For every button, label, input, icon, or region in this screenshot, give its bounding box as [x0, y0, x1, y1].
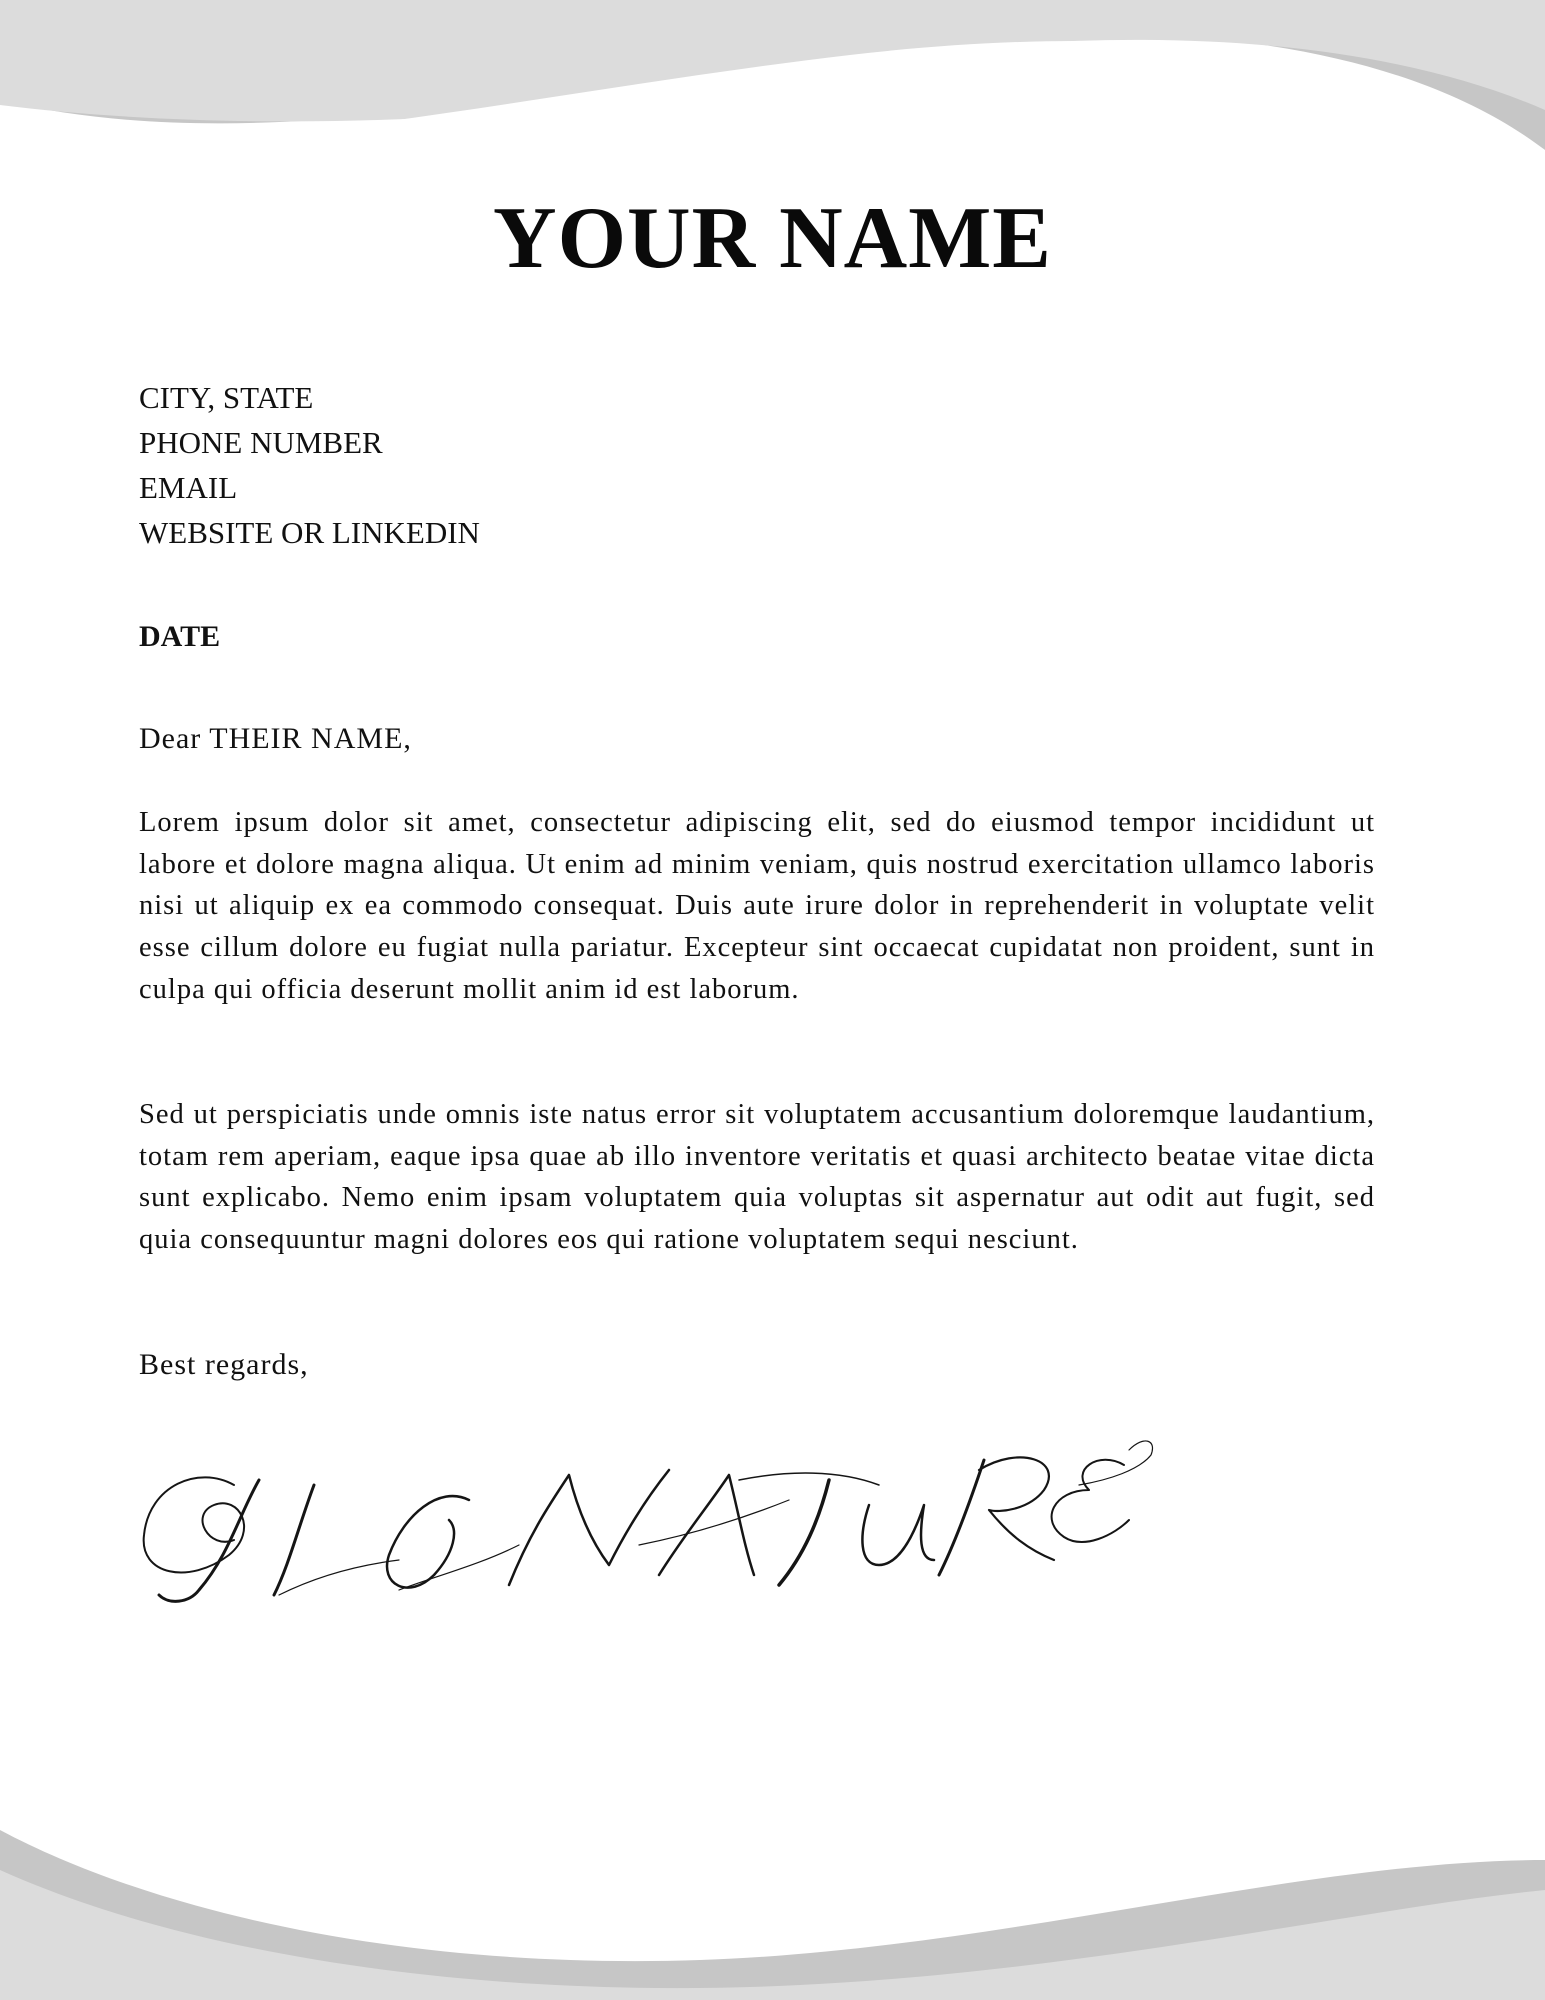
closing: Best regards,	[139, 1348, 309, 1381]
contact-block	[139, 375, 480, 555]
contact-phone: PHONE NUMBER	[139, 425, 383, 460]
contact-website: WEBSITE OR LINKEDIN	[139, 515, 480, 550]
top-wave-decoration	[0, 0, 1545, 160]
contact-city-state: CITY, STATE	[139, 380, 314, 415]
body-paragraph-1: Lorem ipsum dolor sit amet, consectetur adipiscing elit, sed do eiusmod tempor incididunt ut labore et dolore magna aliqua. Ut enim ad minim veniam, quis nostrud exercitation ullamco laboris nisi ut aliquip ex ea commodo consequat. Duis aute irure dolor in reprehenderit in voluptate velit esse cillum dolore eu fugiat nulla pariatur. Excepteur sint occaecat cupidatat non proident, sunt in culpa qui officia deserunt mollit anim id est laborum.	[139, 807, 1375, 1005]
salutation: Dear THEIR NAME,	[139, 722, 412, 755]
bottom-wave-decoration	[0, 1800, 1545, 2000]
body-paragraph-2: Sed ut perspiciatis unde omnis iste natus error sit voluptatem accusantium doloremque laudantium, totam rem aperiam, eaque ipsa quae ab illo inventore veritatis et quasi architecto beatae vitae dicta sunt explicabo. Nemo enim ipsam voluptatem quia voluptas sit aspernatur aut odit aut fugit, sed quia consequuntur magni dolores eos qui ratione voluptatem sequi nesciunt.	[139, 1099, 1375, 1256]
handwritten-signature	[139, 1425, 1159, 1610]
contact-email: EMAIL	[139, 470, 238, 505]
letter-date: DATE	[139, 620, 221, 653]
sender-name-heading: YOUR NAME	[493, 190, 1052, 287]
